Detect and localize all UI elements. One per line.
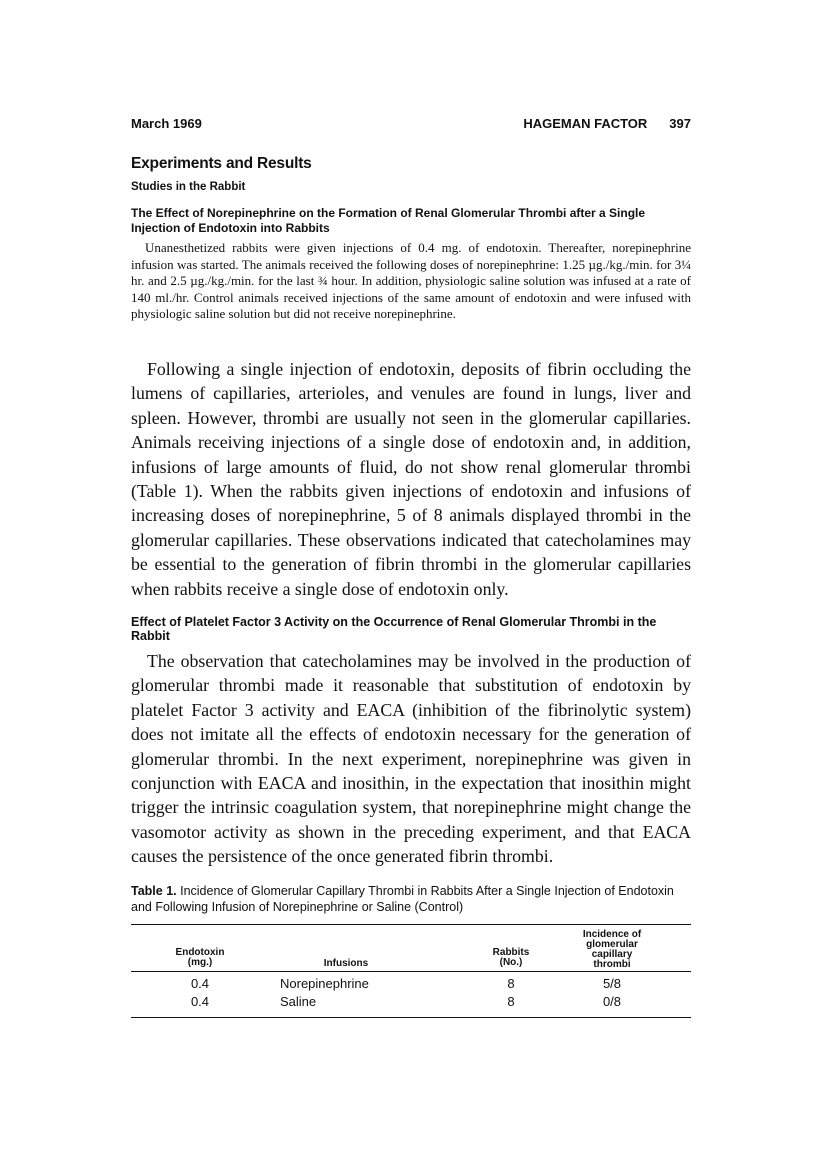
running-head-date: March 1969 xyxy=(131,116,202,131)
table-row-2-endotoxin: 0.4 xyxy=(190,994,210,1009)
header-incidence: Incidence of glomerular capillary thrombi xyxy=(582,929,642,970)
subsection-heading: Studies in the Rabbit xyxy=(131,181,246,193)
platelet-section-heading: Effect of Platelet Factor 3 Activity on the Occurrence of Renal Glomerular Thrombi in the Rabbit xyxy=(131,615,657,643)
body-paragraph-2: The observation that catecholamines may be involved in the production of glomerular thrombi made it reasonable that substitution of endotoxin by platelet Factor 3 activity and EACA (inhibition of the fibrinolytic system) does not imitate all the effects of endotoxin necessary for the generation of glomerular thrombi. In the next experiment, norepinephrine was given in conjunction with EACA and inosithin, in the expectation that inosithin might trigger the intrinsic coagulation system, that norepinephrine might change the vasomotor activity as shown in the preceding experiment, and that EACA causes the persistence of the once generated fibrin thrombi. xyxy=(131,651,691,867)
running-head-title-and-page xyxy=(523,116,691,131)
table-row-1-incidence: 5/8 xyxy=(602,976,622,991)
table-row-1-rabbits: 8 xyxy=(507,976,515,991)
table-row-1-endotoxin: 0.4 xyxy=(190,976,210,991)
table-caption xyxy=(131,883,693,915)
results-table xyxy=(131,924,691,1018)
experiment-title: The Effect of Norepinephrine on the Formation of Renal Glomerular Thrombi after a Single Injection of Endotoxin into Rabbits xyxy=(131,206,646,235)
body-paragraph-1: Following a single injection of endotoxin, deposits of fibrin occluding the lumens of capillaries, arterioles, and venules are found in lungs, liver and spleen. However, thrombi are usually not seen in the glomerular capillaries. Animals receiving injections of a single dose of endotoxin and, in addition, infusions of large amounts of fluid, do not show renal glomerular thrombi (Table 1). When the rabbits given injections of endotoxin and infusions of increasing doses of norepinephrine, 5 of 8 animals displayed thrombi in the glomerular capillaries. These observations indicated that catecholamines may be essential to the generation of fibrin thrombi in the glomerular capillaries when rabbits receive a single dose of endotoxin only. xyxy=(131,359,691,599)
table-row-2-rabbits: 8 xyxy=(507,994,515,1009)
table-row-1-infusions: Norepinephrine xyxy=(280,976,369,991)
running-head-title: HAGEMAN FACTOR xyxy=(523,116,648,131)
table-header-rule xyxy=(131,971,691,972)
table-row-2-infusions: Saline xyxy=(280,994,317,1009)
header-rabbits: Rabbits (No.) xyxy=(492,947,530,968)
table-bottom-rule xyxy=(131,1017,691,1018)
table-top-rule xyxy=(131,924,691,925)
table-caption-text: Incidence of Glomerular Capillary Thrombi in Rabbits After a Single Injection of Endotoxin and Following Infusion of Norepinephrine or Saline (Control) xyxy=(131,884,674,914)
header-infusions: Infusions xyxy=(323,958,369,969)
header-endotoxin: Endotoxin (mg.) xyxy=(175,947,225,968)
table-row-2-incidence: 0/8 xyxy=(602,994,622,1009)
section-heading: Experiments and Results xyxy=(131,155,312,172)
page-number: 397 xyxy=(669,116,691,131)
experiment-summary: Unanesthetized rabbits were given injections of 0.4 mg. of endotoxin. Thereafter, norepinephrine infusion was started. The animals received the following doses of norepinephrine: 1.25 µg./kg./min. for 3¼ hr. and 2.5 µg./kg./min. for the last ¾ hour. In addition, physiologic saline solution was infused at a rate of 140 ml./hr. Control animals received injections of the same amount of endotoxin and were infused with physiologic saline solution but did not receive norepinephrine. xyxy=(131,240,691,322)
table-label: Table 1. xyxy=(131,884,177,898)
running-head xyxy=(131,116,691,136)
